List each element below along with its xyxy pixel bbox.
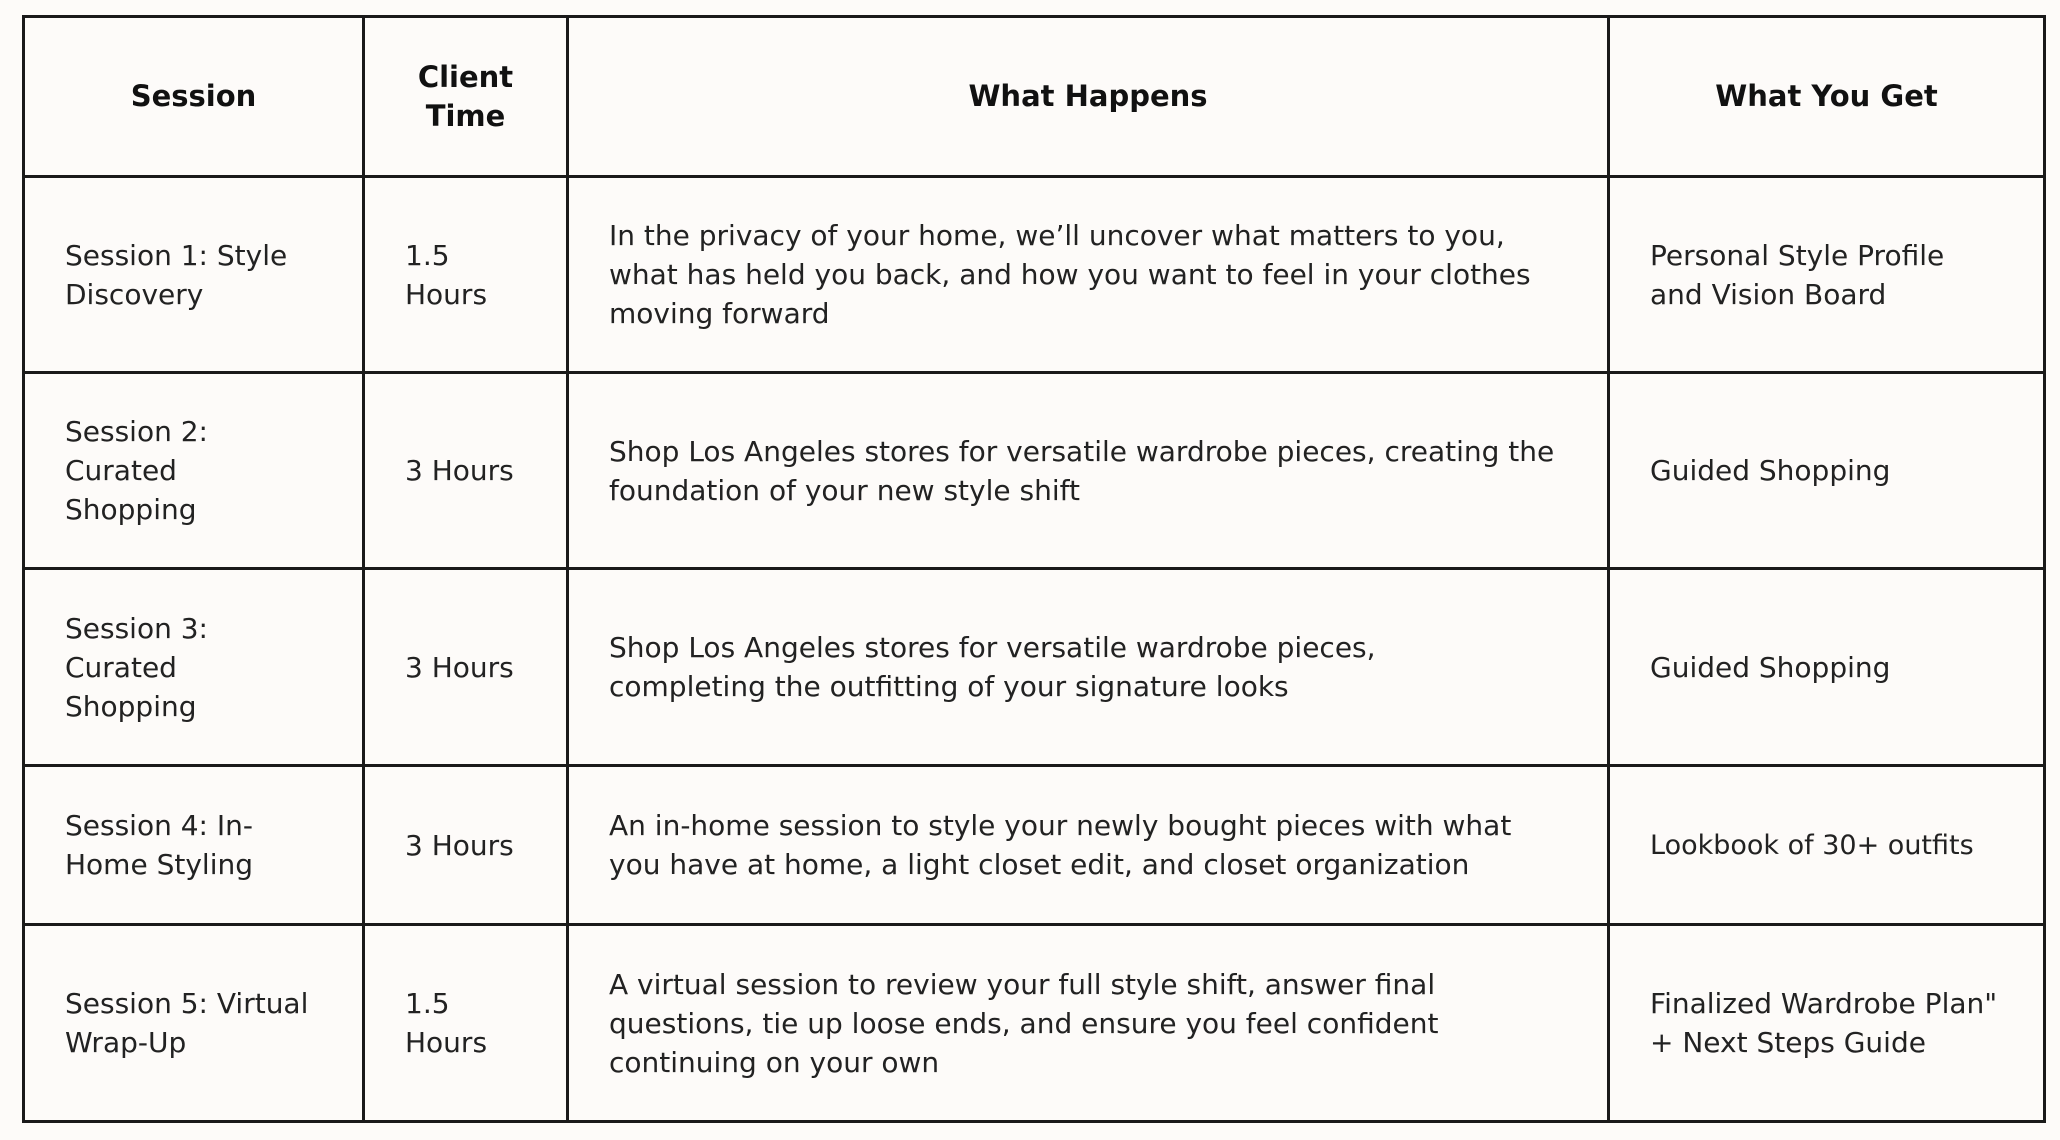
time-cell: 1.5 Hours — [364, 177, 568, 373]
time-cell: 3 Hours — [364, 373, 568, 569]
sessions-table — [22, 15, 2046, 1123]
header-session: Session — [24, 17, 364, 177]
what-you-get-cell: Guided Shopping — [1609, 569, 2045, 766]
what-happens-cell: Shop Los Angeles stores for versatile wardrobe pieces, creating the foundation of your new style shift — [568, 373, 1609, 569]
table-row — [24, 373, 2045, 569]
time-cell: 3 Hours — [364, 766, 568, 925]
what-happens-cell: In the privacy of your home, we’ll uncover what matters to you, what has held you back, and how you want to feel in your clothes moving forward — [568, 177, 1609, 373]
header-client-time — [364, 17, 568, 177]
what-happens-cell: A virtual session to review your full style shift, answer final questions, tie up loose ends, and ensure you feel confident continuing on your own — [568, 925, 1609, 1122]
what-you-get-cell: Lookbook of 30+ outfits — [1609, 766, 2045, 925]
session-cell: Session 4: In-Home Styling — [24, 766, 364, 925]
what-happens-cell: Shop Los Angeles stores for versatile wardrobe pieces, completing the outfitting of your signature looks — [568, 569, 1609, 766]
time-cell: 1.5 Hours — [364, 925, 568, 1122]
what-you-get-cell: Finalized Wardrobe Plan" + Next Steps Guide — [1609, 925, 2045, 1122]
table-row — [24, 925, 2045, 1122]
session-cell: Session 2: Curated Shopping — [24, 373, 364, 569]
session-cell: Session 5: Virtual Wrap-Up — [24, 925, 364, 1122]
what-happens-cell: An in-home session to style your newly bought pieces with what you have at home, a light closet edit, and closet organization — [568, 766, 1609, 925]
table-row — [24, 766, 2045, 925]
session-cell: Session 1: Style Discovery — [24, 177, 364, 373]
table-row — [24, 569, 2045, 766]
session-cell: Session 3: Curated Shopping — [24, 569, 364, 766]
header-client-time-text: Client Time — [417, 59, 514, 133]
header-what-you-get: What You Get — [1609, 17, 2045, 177]
table-row — [24, 177, 2045, 373]
what-you-get-cell: Personal Style Profile and Vision Board — [1609, 177, 2045, 373]
time-cell: 3 Hours — [364, 569, 568, 766]
table-header-row — [24, 17, 2045, 177]
what-you-get-cell: Guided Shopping — [1609, 373, 2045, 569]
sessions-table-container — [22, 15, 2043, 1123]
header-what-happens: What Happens — [568, 17, 1609, 177]
